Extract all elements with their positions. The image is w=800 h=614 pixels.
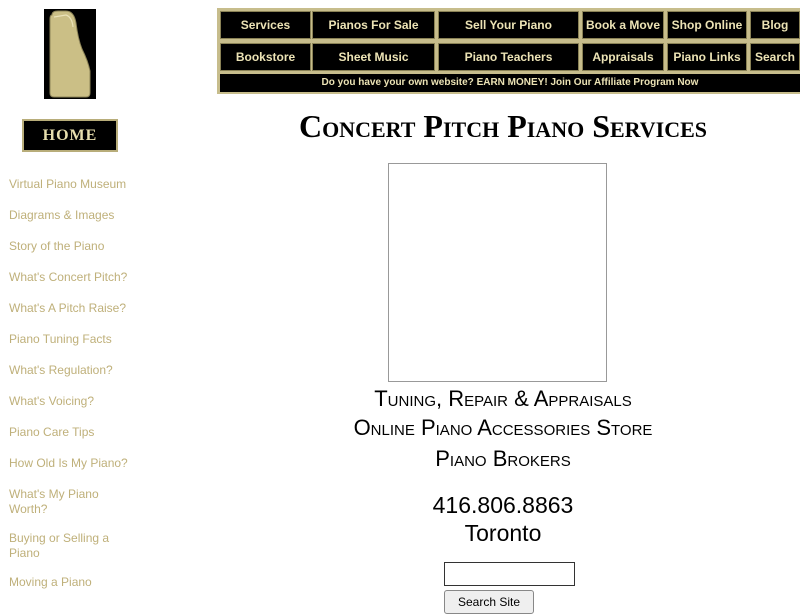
nav-sheet-music[interactable]: Sheet Music [312,43,435,71]
sidebar-item-how-old-is-my-piano[interactable]: How Old Is My Piano? [9,456,128,470]
sidebar-item-moving-a-piano[interactable]: Moving a Piano [9,575,92,589]
sidebar-item-what-s-concert-pitch[interactable]: What's Concert Pitch? [9,270,128,284]
tagline-2: Online Piano Accessories Store [353,415,653,440]
nav-piano-links[interactable]: Piano Links [667,43,747,71]
search-site-button[interactable]: Search Site [444,590,534,614]
sidebar-item-what-s-regulation[interactable]: What's Regulation? [9,363,113,377]
nav-bookstore[interactable]: Bookstore [220,43,311,71]
sidebar-item-virtual-piano-museum[interactable]: Virtual Piano Museum [9,177,127,191]
sidebar-item-what-s-a-pitch-raise[interactable]: What's A Pitch Raise? [9,301,127,315]
nav-sell-your-piano[interactable]: Sell Your Piano [438,11,579,39]
tagline-3: Piano Brokers [435,446,571,471]
city-label: Toronto [464,520,542,546]
nav-appraisals[interactable]: Appraisals [582,43,664,71]
grand-piano-logo[interactable] [44,9,96,99]
affiliate-banner[interactable]: Do you have your own website? EARN MONEY! Join Our Affiliate Program Now [220,74,800,92]
nav-book-a-move[interactable]: Book a Move [582,11,664,39]
nav-pianos-for-sale[interactable]: Pianos For Sale [312,11,435,39]
grand-piano-icon [44,9,96,99]
page-title: Concert Pitch Piano Services [298,108,708,144]
home-button[interactable]: HOME [22,119,118,152]
nav-search-site[interactable]: Search [750,43,800,71]
sidebar-item-what-s-voicing[interactable]: What's Voicing? [9,394,95,408]
sidebar-item-diagrams-images[interactable]: Diagrams & Images [9,208,115,222]
sidebar-item-buying-or-selling-a-piano[interactable]: Buying or Selling a Piano [9,531,110,560]
phone-number: 416.806.8863 [432,492,574,518]
tagline-1: Tuning, Repair & Appraisals [374,386,632,411]
nav-piano-teachers[interactable]: Piano Teachers [438,43,579,71]
feature-image [388,163,607,382]
search-input[interactable] [444,562,575,586]
sidebar-item-piano-tuning-facts[interactable]: Piano Tuning Facts [9,332,112,346]
sidebar-item-story-of-the-piano[interactable]: Story of the Piano [9,239,105,253]
sidebar-item-what-s-my-piano-worth[interactable]: What's My Piano Worth? [9,487,99,516]
sidebar-item-piano-care-tips[interactable]: Piano Care Tips [9,425,95,439]
nav-blog[interactable]: Blog [750,11,800,39]
nav-shop-online[interactable]: Shop Online [667,11,747,39]
nav-services[interactable]: Services [220,11,311,39]
